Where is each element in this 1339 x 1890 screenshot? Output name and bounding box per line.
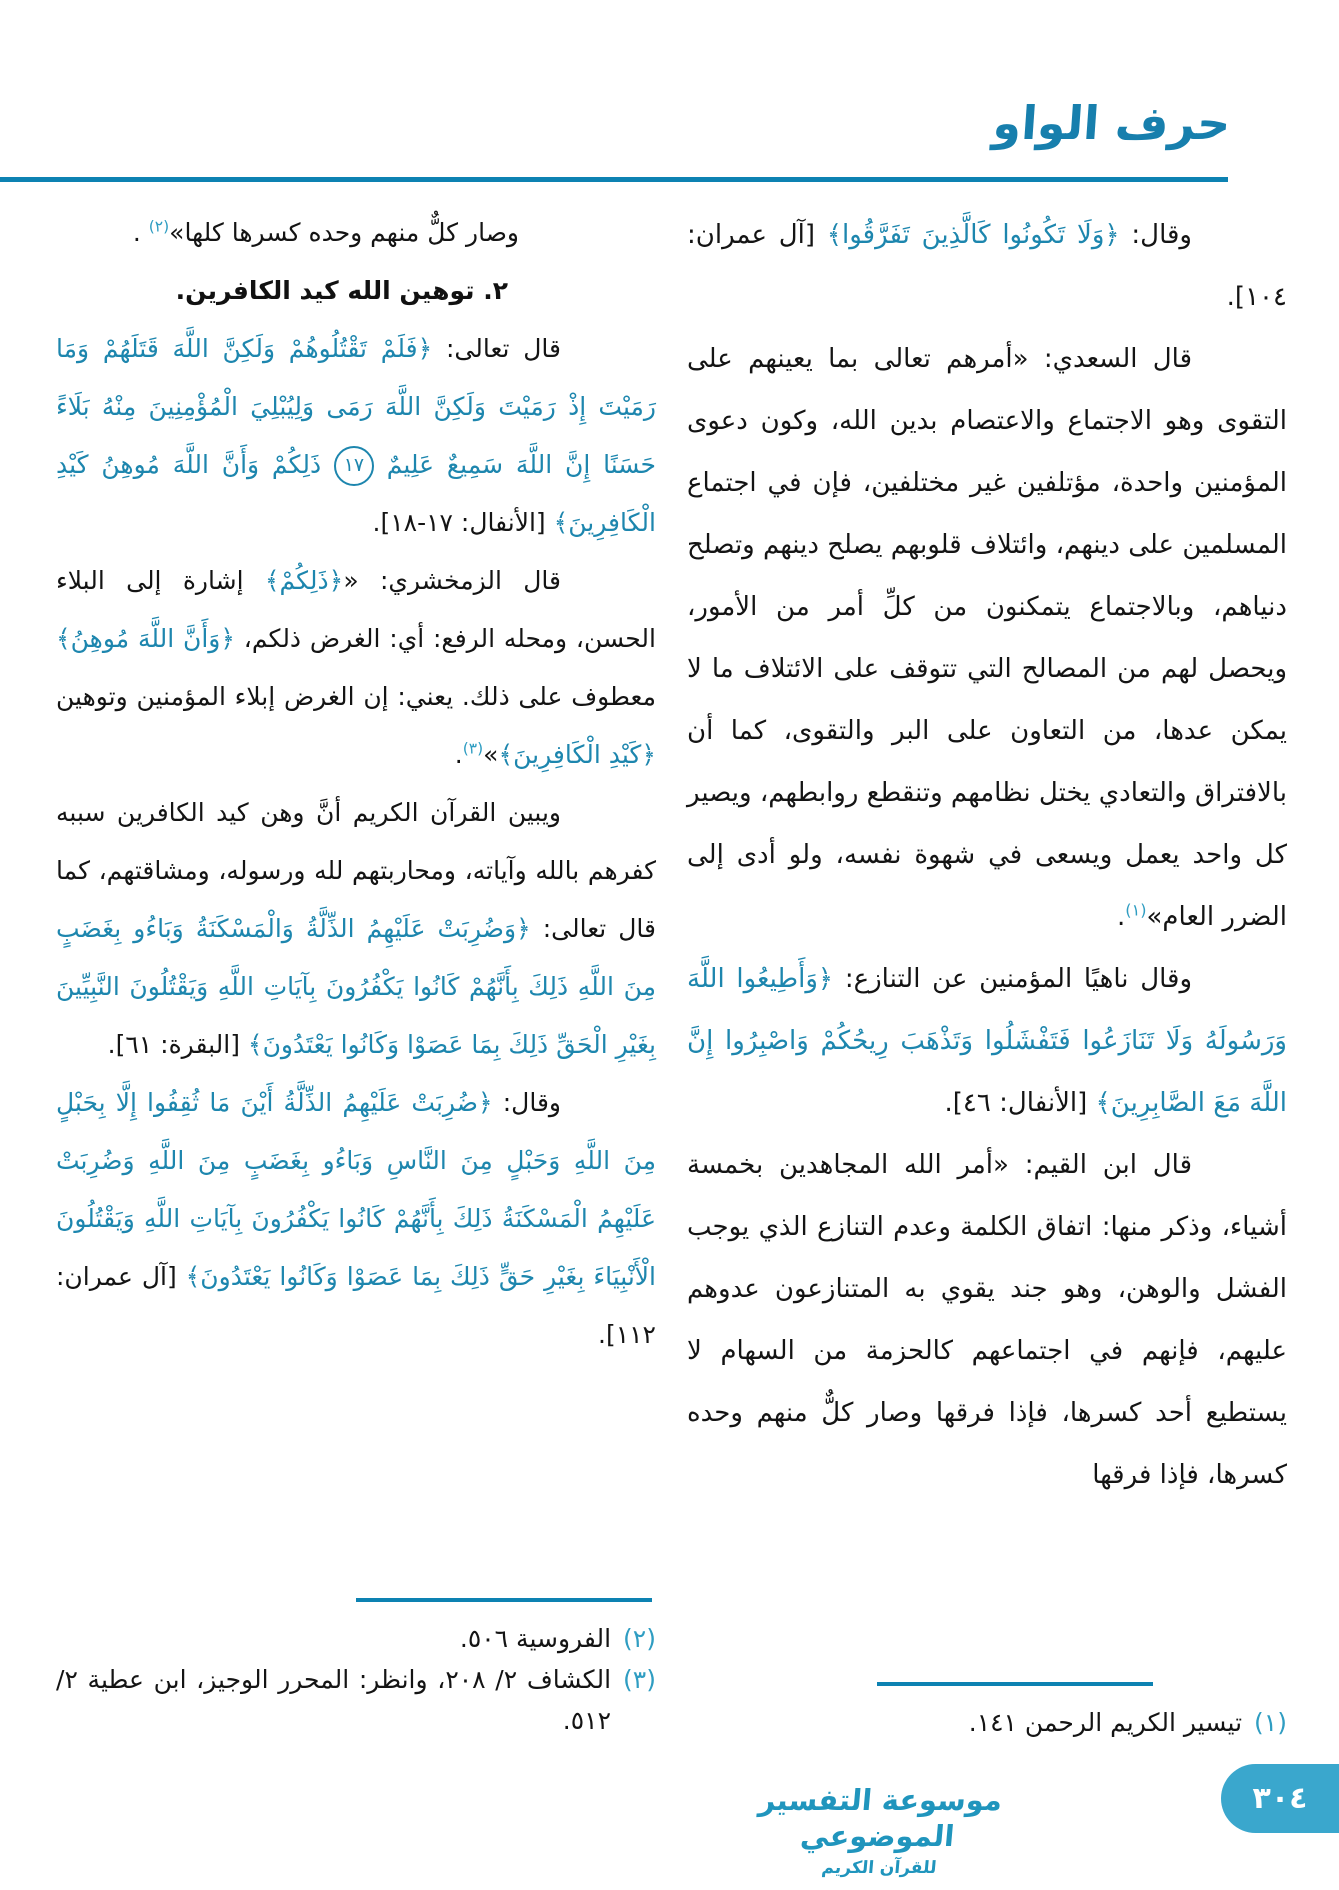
section-heading [56, 262, 656, 320]
footnote-number: (١) [1254, 1708, 1287, 1737]
paragraph-verse-anfal46 [687, 948, 1287, 1134]
body-text: . [454, 740, 463, 769]
footnote-text: تيسير الكريم الرحمن ١٤١. [968, 1708, 1243, 1737]
right-column [687, 204, 1287, 1506]
paragraph-verse-baqarah61 [56, 784, 656, 1074]
footnote-divider [356, 1598, 652, 1602]
body-text: [آل عمران: ١١٢]. [56, 1262, 656, 1349]
body-text: وقال ناهيًا المؤمنين عن التنازع: [833, 964, 1192, 994]
verse-number-marker: ١٧ [334, 446, 374, 486]
body-text: معطوف على ذلك. يعني: إن الغرض إبلاء المؤمنين وتوهين [56, 682, 656, 711]
body-text: » [483, 740, 499, 769]
body-text: ويبين القرآن الكريم أنَّ وهن كيد الكافرين سببه كفرهم بالله وآياته، ومحاربتهم لله ورسوله، ومشاقتهم، كما قال تعالى: [56, 798, 657, 943]
quran-verse-text: ﴿وَضُرِبَتْ عَلَيْهِمُ الذِّلَّةُ وَالْمَسْكَنَةُ وَبَاءُو بِغَضَبٍ مِنَ اللَّهِ ذَلِكَ بِأَنَّهُمْ كَانُوا يَكْفُرُونَ بِآيَاتِ اللَّهِ وَيَقْتُلُونَ النَّبِيِّينَ بِغَيْرِ الْحَقِّ ذَلِكَ بِمَا عَصَوْا وَكَانُوا يَعْتَدُونَ﴾ [56, 914, 656, 1059]
body-text: وصار كلٌّ منهم وحده كسرها كلها» [169, 218, 519, 247]
header-divider [0, 177, 1228, 182]
body-text: [الأنفال: ٤٦]. [944, 1088, 1096, 1118]
body-text: [البقرة: ٦١]. [107, 1030, 248, 1059]
logo-subtitle-line: للقرآن الكريم [820, 1857, 938, 1878]
body-text: [الأنفال: ١٧-١٨]. [372, 508, 554, 537]
footnote-number: (٢) [623, 1624, 656, 1653]
paragraph-continuation [56, 204, 656, 262]
footnote-item [56, 1618, 656, 1659]
quran-verse-text: ﴿وَأَنَّ اللَّهَ مُوهِنُ﴾ [56, 624, 236, 653]
left-column-footnotes [56, 1598, 656, 1741]
footnote-list [56, 1618, 656, 1741]
paragraph-zamakhshari-quote [56, 552, 656, 784]
footnote-item [687, 1702, 1287, 1743]
publisher-logo-calligraphy [749, 1782, 1009, 1878]
logo-title-line: موسوعة التفسير الموضوعي [757, 1783, 1004, 1854]
footnote-item [56, 1659, 656, 1741]
quran-verse-text: ﴿فَلَمْ تَقْتُلُوهُمْ وَلَكِنَّ اللَّهَ قَتَلَهُمْ وَمَا رَمَيْتَ إِذْ رَمَيْتَ وَلَكِنَّ اللَّهَ رَمَى وَلِيُبْلِيَ الْمُؤْمِنِينَ مِنْهُ بَلَاءً حَسَنًا إِنَّ اللَّهَ سَمِيعٌ عَلِيمٌ [56, 334, 656, 479]
right-column-footnotes [687, 1682, 1287, 1743]
footnote-ref: (٣) [462, 739, 484, 758]
body-text: . [1117, 902, 1126, 932]
chapter-heading-calligraphy: حرف الواو [990, 96, 1232, 150]
quran-verse-text: ﴿وَلَا تَكُونُوا كَالَّذِينَ تَفَرَّقُوا﴾ [826, 220, 1120, 250]
footnote-divider [877, 1682, 1153, 1686]
footnote-text: الفروسية ٥٠٦. [459, 1624, 612, 1653]
paragraph-verse-imran112 [56, 1074, 656, 1364]
quran-verse-text: ﴿وَأَطِيعُوا اللَّهَ وَرَسُولَهُ وَلَا تَنَازَعُوا فَتَفْشَلُوا وَتَذْهَبَ رِيحُكُمْ وَاصْبِرُوا إِنَّ اللَّهَ مَعَ الصَّابِرِينَ﴾ [687, 964, 1287, 1118]
quran-verse-text: ﴿ذَلِكُمْ﴾ [264, 566, 344, 595]
left-column [56, 204, 656, 1364]
paragraph-quote-verse [687, 204, 1287, 328]
page-number: ٣٠٤ [1252, 1781, 1308, 1816]
body-text: قال ابن القيم: «أمر الله المجاهدين بخمسة أشياء، وذكر منها: اتفاق الكلمة وعدم التنازع الذي يوجب الفشل والوهن، وهو جند يقوي به المتنازعون عدوهم عليهم، فإنهم في اجتماعهم كالحزمة من السهام لا يستطيع أحد كسرها، فإذا فرقها وصار كلٌّ منهم وحده كسرها، فإذا فرقها [687, 1150, 1287, 1490]
footnote-list [687, 1702, 1287, 1743]
body-text: إشارة إلى البلاء الحسن، ومحله الرفع: أي: الغرض ذلكم، [56, 566, 656, 653]
body-text: وقال: [492, 1088, 561, 1117]
body-text: [آل عمران: ١٠٤]. [687, 220, 1287, 312]
quran-verse-text: ذَلِكُمْ وَأَنَّ اللَّهَ مُوهِنُ كَيْدِ الْكَافِرِينَ﴾ [56, 450, 656, 537]
footnote-text: الكشاف ٢/ ٢٠٨، وانظر: المحرر الوجيز، ابن عطية ٢/ ٥١٢. [56, 1665, 612, 1735]
body-text: قال تعالى: [432, 334, 561, 363]
footnote-ref: (٢) [148, 217, 170, 236]
body-text: قال الزمخشري: « [343, 566, 561, 595]
quran-verse-text: ﴿ضُرِبَتْ عَلَيْهِمُ الذِّلَّةُ أَيْنَ مَا ثُقِفُوا إِلَّا بِحَبْلٍ مِنَ اللَّهِ وَحَبْلٍ مِنَ النَّاسِ وَبَاءُو بِغَضَبٍ مِنَ اللَّهِ وَضُرِبَتْ عَلَيْهِمُ الْمَسْكَنَةُ ذَلِكَ بِأَنَّهُمْ كَانُوا يَكْفُرُونَ بِآيَاتِ اللَّهِ وَيَقْتُلُونَ الْأَنْبِيَاءَ بِغَيْرِ حَقٍّ ذَلِكَ بِمَا عَصَوْا وَكَانُوا يَعْتَدُونَ﴾ [56, 1088, 656, 1291]
body-text: قال السعدي: «أمرهم تعالى بما يعينهم على التقوى وهو الاجتماع والاعتصام بدين الله، وكون دعوى المؤمنين واحدة، مؤتلفين غير مختلفين، فإن في اجتماع المسلمين على دينهم، وائتلاف قلوبهم يصلح دينهم وتصلح دنياهم، وبالاجتماع يتمكنون من كلِّ أمر من الأمور، ويحصل لهم من المصالح التي تتوقف على الائتلاف ما لا يمكن عدها، من التعاون على البر والتقوى، كما أن بالافتراق والتعادي يختل نظامهم وتنقطع روابطهم، ويصير كل واحد يعمل ويسعى في شهوة نفسه، ولو أدى إلى الضرر العام» [687, 344, 1287, 932]
footnote-ref: (١) [1125, 900, 1147, 920]
paragraph-verse-anfal17-18 [56, 320, 656, 552]
page-number-badge [1221, 1764, 1339, 1833]
footnote-number: (٣) [623, 1665, 656, 1694]
quran-verse-text: ﴿كَيْدِ الْكَافِرِينَ﴾ [498, 740, 656, 769]
heading-text: ٢. توهين الله كيد الكافرين. [175, 276, 508, 305]
body-text: وقال: [1119, 220, 1192, 250]
body-text: . [132, 218, 149, 247]
paragraph-ibn-qayyim-quote [687, 1134, 1287, 1506]
paragraph-saadi-quote [687, 328, 1287, 948]
